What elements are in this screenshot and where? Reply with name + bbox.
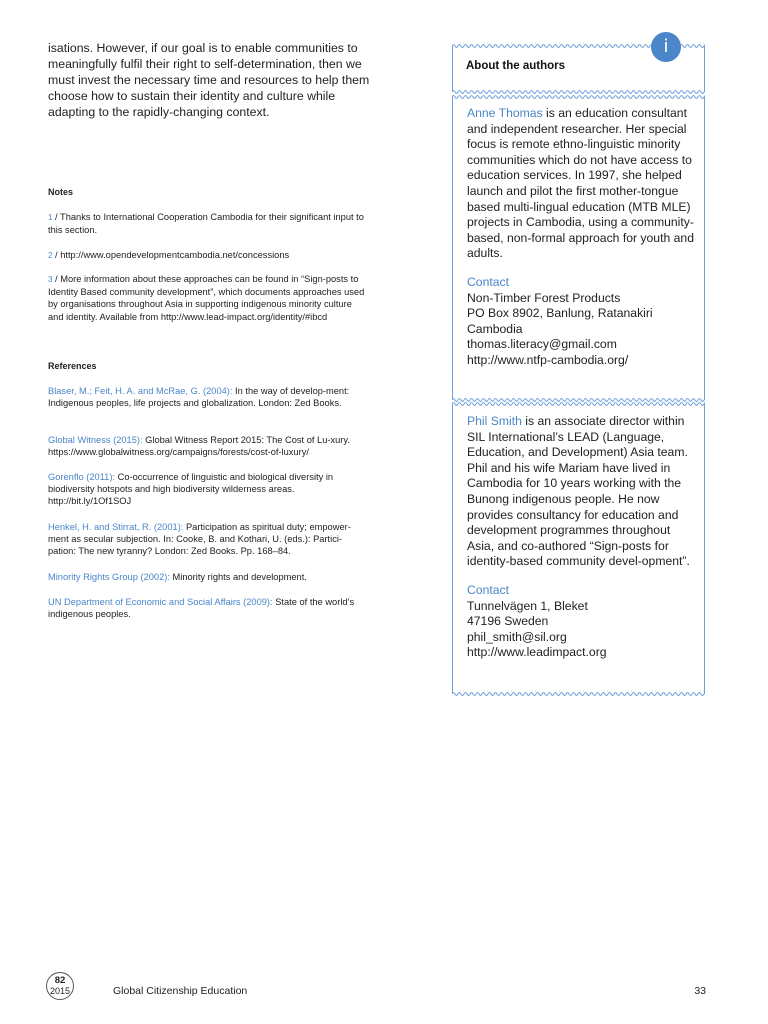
about-authors-title: About the authors [466,60,566,72]
reference-text: Participation as spiritual duty; empower-ment as secular subjection. In: Cooke, B. and Kothari, U. (eds.): Partici-pation: The new tyranny? London: Zed Books. Pp. 168–84. [48,522,351,557]
contact-label: Contact [467,275,510,289]
wavy-border-top [452,400,705,408]
note-item-2 [48,249,368,262]
footer-publication-title: Global Citizenship Education [113,985,248,997]
author-box-anne-thomas [452,97,705,400]
reference-text: Minority rights and development. [169,572,307,582]
reference-item [48,385,368,409]
author-bio-text: is an associate director within SIL International’s LEAD (Language, Education, and Development) Asia team. Phil and his wife Mariam have lived in Cambodia for 10 years working with the Bunong indigenous people. He now provides consultancy for education and development programmes throughout Asia, and co-authored “Sign-posts for identity-based community devel-opment”. [467,414,690,569]
issue-year: 2015 [49,986,71,996]
wavy-border-top [452,93,705,101]
note-number: 2 [48,251,53,260]
notes-heading: Notes [48,187,74,197]
intro-paragraph: isations. However, if our goal is to enable communities to meaningfully fulfil their right to self-determination, then we must invest the necessary time and resources to help them choose how to sustain their identity and culture while adapting to the rapidly-changing context. [48,41,370,119]
page-number: 33 [694,985,706,997]
contact-line: Tunnelvägen 1, Bleket [467,598,588,613]
note-text: / http://www.opendevelopmentcambodia.net/concessions [52,250,290,260]
wavy-border-bottom [452,690,705,698]
contact-line: 47196 Sweden [467,614,549,629]
reference-author: Global Witness (2015): [48,435,143,445]
contact-label: Contact [467,583,510,597]
references-heading: References [48,361,97,371]
contact-email: thomas.literacy@gmail.com [467,337,617,352]
note-text: / Thanks to International Cooperation Cambodia for their significant input to this section. [48,212,364,236]
author-bio [467,106,699,262]
author-box-phil-smith [452,404,705,694]
contact-website: http://www.ntfp-cambodia.org/ [467,352,629,367]
author-bio [467,414,699,570]
reference-item [48,521,368,558]
note-item-1 [48,211,368,236]
reference-item [48,434,368,458]
note-number: 3 [48,275,53,284]
contact-email: phil_smith@sil.org [467,629,567,644]
author-contact [467,583,699,661]
reference-item [48,471,368,508]
reference-text: State of the world’s indigenous peoples. [48,597,355,620]
reference-author: Gorenflo (2011): [48,472,116,482]
issue-badge [46,972,74,1000]
reference-author: Minority Rights Group (2002): [48,572,170,582]
about-authors-header-box [452,36,705,92]
reference-text: In the way of develop-ment: Indigenous peoples, life projects and globalization. London: Zed Books. [48,386,350,409]
issue-number: 82 [54,975,66,986]
note-item-3 [48,273,368,323]
author-name: Anne Thomas [467,106,543,120]
reference-author: Blaser, M.; Feit, H. A. and McRae, G. (2004): [48,386,233,396]
contact-line: Cambodia [467,321,523,336]
note-text: / More information about these approaches can be found in “Sign-posts to Identity Based community development”, which documents approaches used by organisations throughout Asia in supporting indigenous minority culture and identity. Available from http://www.lead-impact.org/identity/#ibcd [48,274,365,322]
reference-item [48,596,368,620]
contact-line: PO Box 8902, Banlung, Ratanakiri [467,306,653,321]
reference-text: Co-occurrence of linguistic and biological diversity in biodiversity hotspots and high biodiversity wilderness areas. http://bit.ly/1Of1SOJ [48,472,334,507]
author-bio-text: is an education consultant and independent researcher. Her special focus is remote ethno-linguistic minority communities which do not have access to education services. In 1997, she helped launch and pilot the first mother-tongue based multi-lingual education (MTB MLE) projects in Cambodia, using a community-based, non-formal approach for youth and adults. [467,106,694,261]
reference-author: Henkel, H. and Stirrat, R. (2001): [48,522,184,532]
contact-line: Non-Timber Forest Products [467,290,621,305]
contact-website: http://www.leadimpact.org [467,645,607,660]
note-number: 1 [48,213,53,222]
info-icon: i [651,32,681,62]
author-name: Phil Smith [467,414,522,428]
author-contact [467,275,699,369]
reference-item [48,571,368,583]
reference-text: Global Witness Report 2015: The Cost of Lu-xury. https://www.globalwitness.org/campaigns/forests/cost-of-luxury/ [48,435,350,458]
reference-author: UN Department of Economic and Social Affairs (2009): [48,597,273,607]
